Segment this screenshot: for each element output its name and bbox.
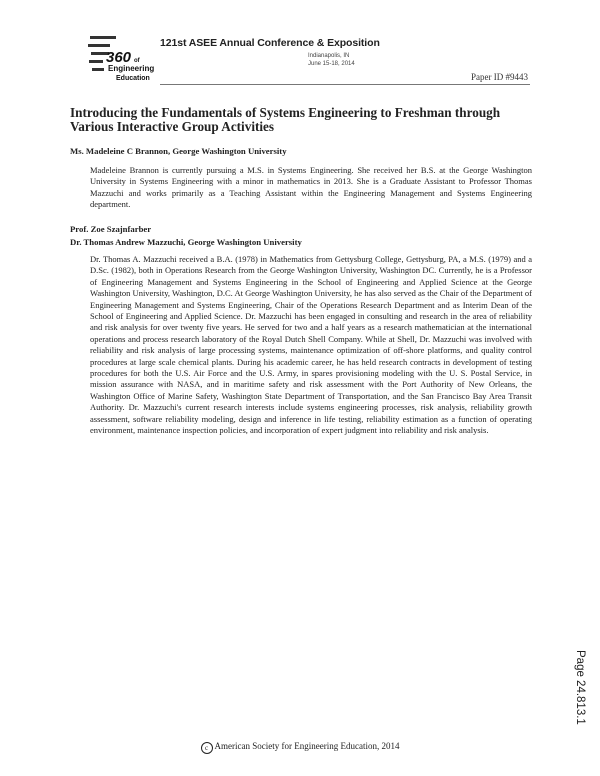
- footer-text: American Society for Engineering Education, 2014: [214, 741, 400, 751]
- author-bio: Dr. Thomas A. Mazzuchi received a B.A. (1978) in Mathematics from Gettysburg College, Gettysburg, PA, a M.S. (1979) and a D.Sc. (1982), both in Operations Research from the George Washington University, Washington DC. Currently, he is a Professor of Engineering Management and Systems Engineering in the School of Engineering and Applied Science at the George Washington University, Washington, D.C. At George Washington University, he has also served as the Chair of the Department of Engineering Management and Systems Engineering, Chair of the Operations Research Department and as Interim Dean of the School of Engineering and Applied Science. Dr. Mazzuchi has been engaged in consulting and research in the area of reliability and risk analysis for over twenty five years. He served for two and a half years as a research mathematician at the international operations and process research laboratory of the Royal Dutch Shell Company. While at Shell, Dr. Mazzuchi was involved with reliability and risk analysis of large processing systems, maintenance optimization of off-shore platforms, and quality control procedures at large scale chemical plants. During his academic career, he has held research contracts in development of testing procedures for both the U.S. Air Force and the U.S. Army, in spares provisioning modeling with the U. S. Postal Service, in mission assurance with NASA, and in maritime safety and risk assessment with the Port Authority of New Orleans, the Washington Office of Marine Safety, Washington State Department of Transportation, and the San Francisco Bay Area Transit Authority. Dr. Mazzuchi's current research interests include systems engineering processes, risk analysis, reliability growth assessment, software reliability modeling, design and inference in life testing, reliability estimation as a function of operating environment, maintenance inspection policies, and incorporation of expert judgment into reliability and risk analysis.: [90, 254, 532, 436]
- copyright-icon: c: [201, 742, 213, 754]
- conference-city: Indianapolis, IN: [308, 53, 350, 59]
- conference-title: 121st ASEE Annual Conference & Exposition: [160, 37, 380, 49]
- svg-text:of: of: [134, 58, 140, 64]
- page-stamp: Page 24.813.1: [574, 650, 586, 725]
- footer-copyright: [0, 741, 600, 754]
- conference-logo: [88, 30, 170, 84]
- svg-text:Education: Education: [116, 75, 150, 82]
- svg-text:Engineering: Engineering: [108, 64, 155, 73]
- author-name: Prof. Zoe Szajnfarber: [70, 224, 152, 234]
- author-name: Dr. Thomas Andrew Mazzuchi, George Washington University: [70, 237, 302, 247]
- header-divider: [160, 84, 530, 85]
- conference-dates: June 15-18, 2014: [308, 61, 355, 67]
- svg-text:360: 360: [106, 49, 132, 66]
- author-bio: Madeleine Brannon is currently pursuing a M.S. in Systems Engineering. She received her B.S. at the George Washington University in Systems Engineering with a minor in mathematics in 2013. She is a Graduate Assistant to Professor Thomas Mazzuchi and works primarily as a Teaching Assistant within the Engineering Management and Systems Engineering department.: [90, 165, 532, 210]
- author-name: Ms. Madeleine C Brannon, George Washington University: [70, 146, 287, 156]
- asee-360-logo-icon: [88, 30, 170, 84]
- paper-id: Paper ID #9443: [471, 72, 528, 82]
- paper-title: Introducing the Fundamentals of Systems Engineering to Freshman through Various Interactive Group Activities: [70, 105, 501, 134]
